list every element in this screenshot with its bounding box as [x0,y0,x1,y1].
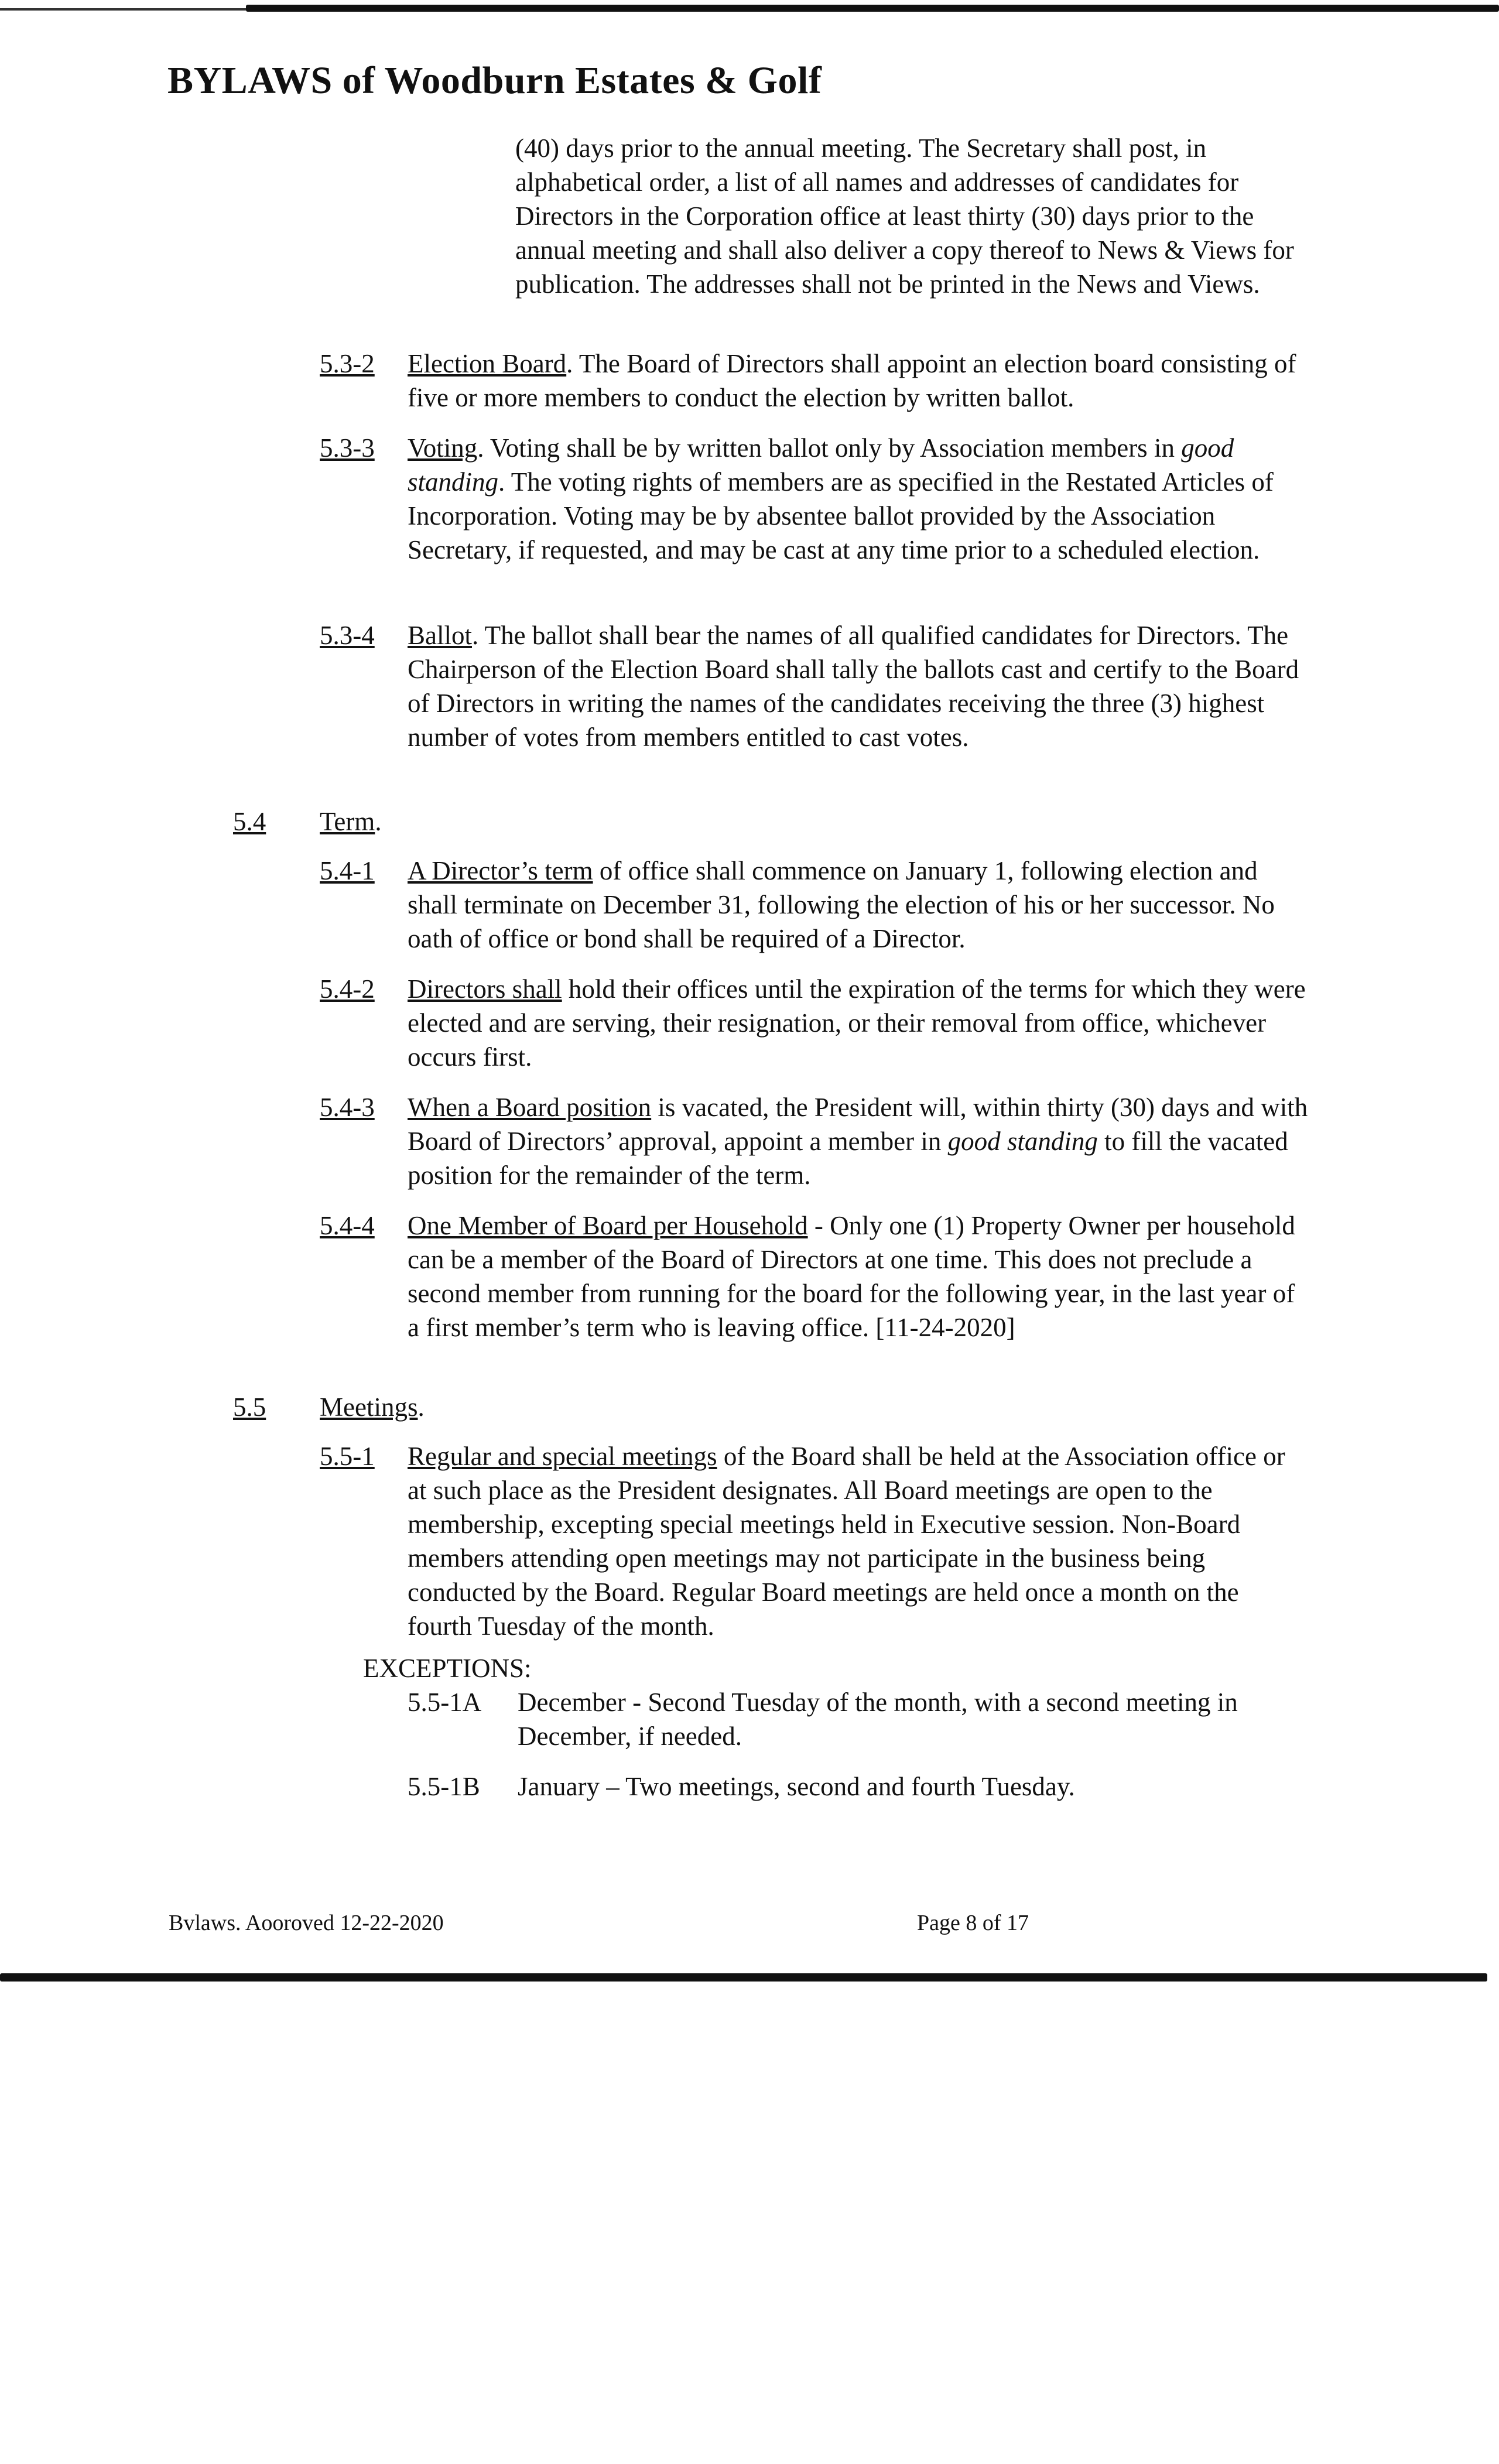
section-5-4-1-text [408,854,1309,956]
footer-page-number: Page 8 of 17 [917,1911,1029,1935]
section-5-3-3-number: 5.3-3 [320,433,375,463]
section-5-4-4-heading: One Member of Board per Household [408,1211,808,1240]
section-5-3-3-text [408,431,1309,567]
section-5-3-4-heading: Ballot [408,621,472,650]
section-5-3-2-heading: Election Board [408,349,567,378]
section-5-4-3-emphasis: good standing [947,1127,1098,1156]
exception-text: January – Two meetings, second and fourth Tuesday. [518,1772,1075,1801]
exception-number: 5.5-1B [408,1772,480,1801]
section-5-4-2-text [408,972,1309,1074]
section-5-4-3-heading: When a Board position [408,1093,652,1122]
section-5-4-1-heading: A Director’s term [408,856,593,885]
section-5-4-2-heading: Directors shall [408,974,562,1004]
section-5-5-heading-line [320,1390,425,1424]
section-5-4-4-body: - Only one (1) Property Owner per household can be a member of the Board of Directors at one time. This does not preclude a second member from running for the board for the following year, in the last year of a first member’s term who is leaving office. [11-24-2020] [408,1211,1295,1342]
section-5-5-heading: Meetings [320,1392,418,1422]
section-5-4-period: . [375,807,382,836]
top-rule-thick [246,5,1499,12]
section-5-4-heading: Term [320,807,375,836]
section-5-3-3-body-1: . Voting shall be by written ballot only by Association members in [477,433,1182,463]
section-5-3-3-emphasis: good standing [408,433,1234,497]
section-5-4-3-text [408,1090,1309,1192]
exceptions-label: EXCEPTIONS: [363,1654,532,1683]
document-title: BYLAWS of Woodburn Estates & Golf [167,59,822,102]
section-5-3-3-heading: Voting [408,433,478,463]
section-5-4-3-body-1: is vacated, the President will, within thirty (30) days and with Board of Directors’ approval, appoint a member in [408,1093,1308,1156]
section-5-4-number: 5.4 [233,807,266,836]
section-5-5-1-text [408,1439,1309,1643]
section-5-4-1-number: 5.4-1 [320,856,375,885]
section-5-5-1-heading: Regular and special meetings [408,1442,717,1471]
section-5-4-3-number: 5.4-3 [320,1093,375,1122]
intro-paragraph: (40) days prior to the annual meeting. The Secretary shall post, in alphabetical order, a list of all names and addresses of candidates for Directors in the Corporation office at least thirty (30) days prior to the annual meeting and shall also deliver a copy thereof to News & Views for publication. The addresses shall not be printed in the News and Views. [515,134,1294,299]
section-5-5-1-body: of the Board shall be held at the Association office or at such place as the President designates. All Board meetings are open to the membership, excepting special meetings held in Executive session. Non-Board members attending open meetings may not participate in the business being conducted by the Board. Regular Board meetings are held once a month on the fourth Tuesday of the month. [408,1442,1285,1641]
section-5-3-2-body: . The Board of Directors shall appoint an election board consisting of five or more members to conduct the election by written ballot. [408,349,1296,412]
section-5-4-4-number: 5.4-4 [320,1211,375,1240]
section-5-3-2-number: 5.3-2 [320,349,375,378]
section-5-5-1-number: 5.5-1 [320,1442,375,1471]
exception-text: December - Second Tuesday of the month, with a second meeting in December, if needed. [518,1688,1238,1751]
section-5-3-2-text [408,347,1309,415]
section-5-3-4-text [408,618,1309,754]
section-5-5-period: . [417,1392,425,1422]
section-5-4-heading-line [320,805,382,839]
section-5-5-number: 5.5 [233,1392,266,1422]
top-rule-thin [0,8,275,11]
section-5-3-4-number: 5.3-4 [320,621,375,650]
top-rule [0,0,1499,23]
section-5-3-3-body-2: . The voting rights of members are as specified in the Restated Articles of Incorporation. Voting may be by absentee ballot provided by the Association Secretary, if requested, and may be cast at any time prior to a scheduled election. [408,467,1274,564]
section-5-4-4-text [408,1209,1309,1344]
section-5-4-2-number: 5.4-2 [320,974,375,1004]
bottom-rule [0,1973,1487,1982]
section-5-4-2-body: hold their offices until the expiration of the terms for which they were elected and are serving, their resignation, or their removal from office, whichever occurs first. [408,974,1306,1072]
exception-number: 5.5-1A [408,1688,482,1717]
footer-approval: Bvlaws. Aooroved 12-22-2020 [169,1911,444,1935]
section-5-4-1-body: of office shall commence on January 1, following election and shall terminate on December 31, following the election of his or her successor. No oath of office or bond shall be required of a Director. [408,856,1275,953]
section-5-3-4-body: . The ballot shall bear the names of all qualified candidates for Directors. The Chairperson of the Election Board shall tally the ballots cast and certify to the Board of Directors in writing the names of the candidates receiving the three (3) highest number of votes from members entitled to cast votes. [408,621,1299,752]
section-5-4-3-body-2: to fill the vacated position for the remainder of the term. [408,1127,1288,1190]
